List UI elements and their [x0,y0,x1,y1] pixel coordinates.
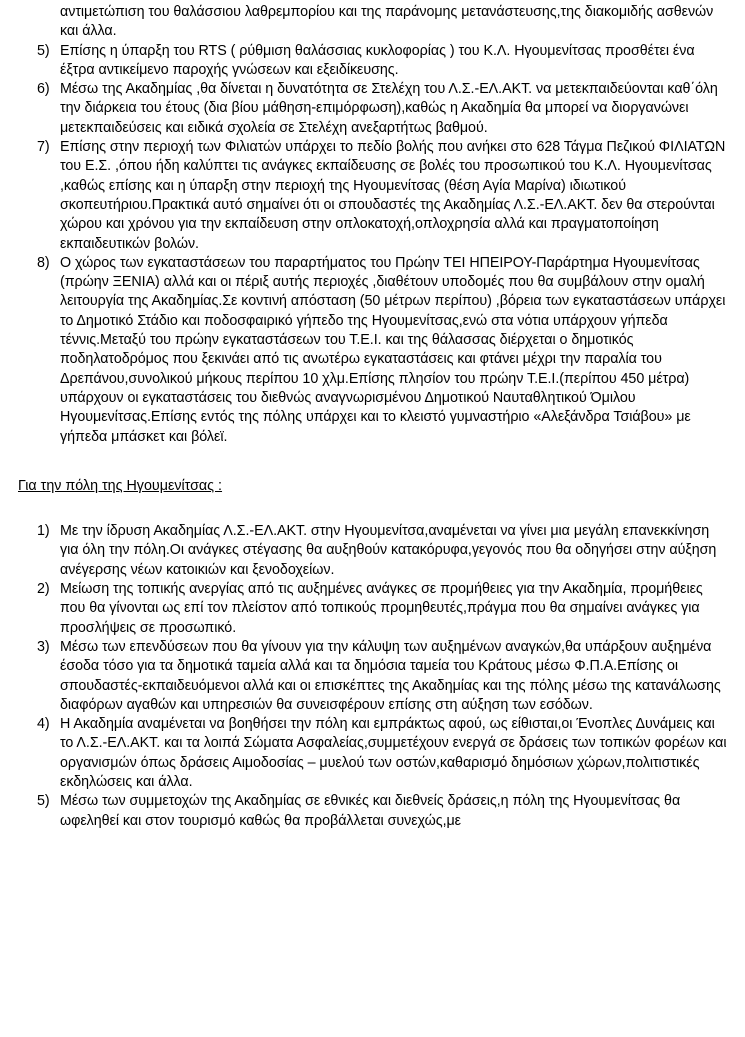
list-item-number: 5) [37,42,50,59]
list-item [0,254,745,447]
advantages-list-city [0,522,745,831]
list-item-text: Μέσω της Ακαδημίας ,θα δίνεται η δυνατότητα σε Στελέχη του Λ.Σ.-ΕΛ.ΑΚΤ. να μετεκπαιδεύονται καθ΄όλη την διάρκεια του έτους (δια βίου μάθηση-επιμόρφωση),καθώς η Ακαδημία θα μπορεί να διοργανώνει μετεκπαιδεύσεις και ειδικά σχολεία σε Στελέχη ανεξαρτήτως βαθμού. [60,81,718,136]
section-heading: Για την πόλη της Ηγουμενίτσας : [18,477,223,494]
list-item [0,522,745,580]
list-item-text: Η Ακαδημία αναμένεται να βοηθήσει την πόλη και εμπράκτως αφού, ως είθισται,οι Ένοπλες Δυνάμεις και το Λ.Σ.-ΕΛ.ΑΚΤ. και τα λοιπά Σώματα Ασφαλείας,συμμετέχουν ενεργά σε δράσεις των τοπικών φορέων και οργανισμών όπως δράσεις Αιμοδοσίας – μυελού των οστών,καθαρισμό δημόσιων χώρων,πολιτιστικές εκδηλώσεις και άλλα. [60,716,727,790]
list-item-number: 7) [37,139,50,156]
list-item [0,138,745,254]
list-item-text: Μείωση της τοπικής ανεργίας από τις αυξημένες ανάγκες σε προμήθειες για την Ακαδημία, προμήθειες που θα γίνονται ως επί τον πλείστον από τοπικούς προμηθευτές,πράγμα που θα σημαίνει ανάγκες για προσλήψεις σε προσωπικό. [60,581,703,636]
list-item-continuation [0,0,745,42]
list-item-number: 2) [37,581,50,598]
list-item [0,80,745,138]
list-item-number: 4) [37,716,50,733]
list-item-text: Μέσω των επενδύσεων που θα γίνουν για την κάλυψη των αυξημένων αναγκών,θα υπάρξουν αυξημένα έσοδα τόσο για τα δημοτικά ταμεία αλλά και τα δημόσια ταμεία του Κράτους μέσω Φ.Π.Α.Επίσης οι σπουδαστές-εκπαιδευόμενοι αλλά και οι επισκέπτες της Ακαδημίας και της πόλης μέσω της κατανάλωσης διαφόρων αγαθών και υπηρεσιών θα συνεισφέρουν επίσης στη αύξηση των εσόδων. [60,638,721,713]
list-item-text: Επίσης η ύπαρξη του RTS ( ρύθμιση θαλάσσιας κυκλοφορίας ) του Κ.Λ. Ηγουμενίτσας προσθέτει ένα έξτρα αντικείμενο παροχής γνώσεων και εξειδίκευσης. [60,42,695,78]
list-item [0,580,745,638]
list-item-number: 8) [37,254,50,271]
list-item-text: Με την ίδρυση Ακαδημίας Λ.Σ.-ΕΛ.ΑΚΤ. στην Ηγουμενίτσα,αναμένεται να γίνει μια μεγάλη επανεκκίνηση για όλη την πόλη.Οι ανάγκες στέγασης θα αυξηθούν κατακόρυφα,γεγονός που θα οδηγήσει στην αύξηση ανέγερσης νέων κατοικιών και ξενοδοχείων. [60,523,717,578]
list-item-text: αντιμετώπιση του θαλάσσιου λαθρεμπορίου και της παράνομης μετανάστευσης,της διακομιδής ασθενών και άλλα. [60,4,714,40]
list-item-number: 3) [37,638,50,655]
list-item-text: Επίσης στην περιοχή των Φιλιατών υπάρχει το πεδίο βολής που ανήκει στο 628 Τάγμα Πεζικού ΦΙΛΙΑΤΩΝ του Ε.Σ. ,όπου ήδη καλύπτει τις ανάγκες εκπαίδευσης σε βολές του προσωπικού του Κ.Λ. Ηγουμενίτσας ,καθώς επίσης και η ύπαρξη στην περιοχή της Ηγουμενίτσας (θέση Αγία Μαρίνα) ιδιωτικού σκοπευτήριου.Πρακτικά αυτό σημαίνει ότι οι σπουδαστές της Ακαδημίας Λ.Σ.-ΕΛ.ΑΚΤ. δεν θα στερούνται χώρου και χρόνου για την εκπαίδευση στην οπλοκατοχή,οπλοχρησία αλλά και πραγματοποίηση εκπαιδευτικών βολών. [60,139,726,252]
list-item [0,42,745,81]
list-item-text: Μέσω των συμμετοχών της Ακαδημίας σε εθνικές και διεθνείς δράσεις,η πόλη της Ηγουμενίτσας θα ωφεληθεί και στον τουρισμό καθώς θα προβάλλεται συνεχώς,με [60,793,681,829]
list-item-number: 1) [37,523,50,540]
list-item-number: 5) [37,793,50,810]
list-item [0,715,745,792]
list-item-number: 6) [37,81,50,98]
list-item [0,638,745,715]
list-item-text: Ο χώρος των εγκαταστάσεων του παραρτήματος του Πρώην ΤΕΙ ΗΠΕΙΡΟΥ-Παράρτημα Ηγουμενίτσας (πρώην ΞΕΝΙΑ) αλλά και οι πέριξ αυτής περιοχές ,διαθέτουν υποδομές που θα συμβάλουν στην ομαλή λειτουργία της Ακαδημίας.Σε κοντινή απόσταση (50 μέτρων περίπου) ,βόρεια των εγκαταστάσεων υπάρχει το Δημοτικό Στάδιο και ποδοσφαιρικό γήπεδο της Ηγουμενίτσας,ενώ στα νότια υπάρχουν γήπεδα τέννις.Μεταξύ του πρώην εγκαταστάσεων του Τ.Ε.Ι. και της θάλασσας διέρχεται ο δημοτικός ποδηλατοδρόμος που ξεκινάει από τις ανωτέρω εγκαταστάσεις και φτάνει μέχρι την παραλία του Δρεπάνου,συνολικού μήκους περίπου 10 χλμ.Επίσης πλησίον του πρώην Τ.Ε.Ι.(περίπου 450 μέτρα) υπάρχουν οι εγκαταστάσεις του διεθνώς αναγνωρισμένου Δημοτικού Ναυταθλητικού Όμιλου Ηγουμενίτσας.Επίσης εντός της πόλης υπάρχει και το κλειστό γυμναστήριο «Αλεξάνδρα Τσιάβου» με γήπεδα μπάσκετ και βόλεϊ. [60,254,726,445]
advantages-list-academy [0,0,745,447]
list-item [0,792,745,831]
